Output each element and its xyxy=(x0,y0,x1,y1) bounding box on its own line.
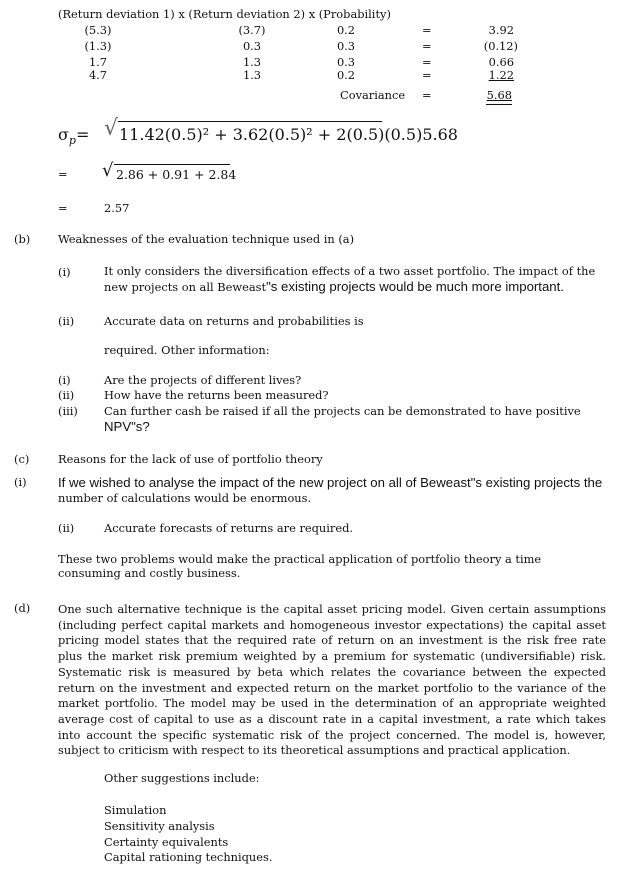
section-label: (b) xyxy=(14,232,31,246)
table-cell: 1.3 xyxy=(242,68,262,82)
sub-item-text: Are the projects of different lives? xyxy=(104,373,302,387)
table-cell: (0.12) xyxy=(483,39,518,53)
other-suggestions-heading: Other suggestions include: xyxy=(104,771,260,785)
section-heading: Weaknesses of the evaluation technique used in (a) xyxy=(58,232,355,246)
equals-sign: = xyxy=(58,167,68,181)
radical-bar xyxy=(118,121,382,122)
list-item: Capital rationing techniques. xyxy=(104,850,273,864)
table-cell: 1.7 xyxy=(88,55,108,69)
item-text: Accurate forecasts of returns are required. xyxy=(104,521,354,535)
item-label: (i) xyxy=(58,265,71,279)
covariance-eq: = xyxy=(422,88,432,102)
list-item: Sensitivity analysis xyxy=(104,819,215,833)
table-cell: = xyxy=(422,55,432,69)
table-cell: 1.22 xyxy=(488,68,514,82)
table-cell: 0.3 xyxy=(336,55,356,69)
list-item: Certainty equivalents xyxy=(104,835,229,849)
sub-item-text-cont: NPV"s? xyxy=(104,419,150,434)
table-cell: 0.2 xyxy=(336,23,356,37)
table-cell: (1.3) xyxy=(84,39,112,53)
formula-result: 2.57 xyxy=(104,201,130,215)
item-text: number of calculations would be enormous. xyxy=(58,491,312,505)
covariance-table-header: (Return deviation 1) x (Return deviation 2) x (Probability) xyxy=(58,7,391,21)
section-heading: Reasons for the lack of use of portfolio theory xyxy=(58,452,323,466)
item-label: (i) xyxy=(14,475,27,489)
paragraph: These two problems would make the practical application of portfolio theory a time consuming and costly business. xyxy=(58,552,542,580)
table-cell: 0.2 xyxy=(336,68,356,82)
table-cell: = xyxy=(422,39,432,53)
section-label: (d) xyxy=(14,601,31,615)
item-text: Accurate data on returns and probabilities is xyxy=(104,314,364,328)
table-cell: (5.3) xyxy=(84,23,112,37)
equals-sign: = xyxy=(58,201,68,215)
list-item: Simulation xyxy=(104,803,167,817)
sub-item-label: (ii) xyxy=(58,388,75,402)
covariance-value: 5.68 xyxy=(486,88,512,102)
item-text: If we wished to analyse the impact of the new project on all of Beweast"s existing projects the xyxy=(58,475,603,490)
table-cell: (3.7) xyxy=(238,23,266,37)
table-cell: 1.3 xyxy=(242,55,262,69)
table-cell: 0.66 xyxy=(488,55,514,69)
formula-line-2: 2.86 + 0.91 + 2.84 xyxy=(116,167,237,182)
table-cell: 4.7 xyxy=(88,68,108,82)
table-cell: 3.92 xyxy=(488,23,514,37)
table-cell: = xyxy=(422,23,432,37)
sub-item-label: (iii) xyxy=(58,404,78,418)
item-label: (ii) xyxy=(58,314,75,328)
paragraph: One such alternative technique is the capital asset pricing model. Given certain assumptions (including perfect capital markets and homogeneous investor expectations) the capital asset pricing model states that the required rate of return on an investment is the risk free rate plus the market risk premium weighted by a premium for systematic (undiversifiable) risk. Systematic risk is measured by beta which relates the covariance between the expected return on the investment and expected return on the market portfolio to the variance of the market portfolio. The model may be used in the determination of an appropriate weighted average cost of capital to use as a discount rate in a capital investment, a rate which takes into account the specific systematic risk of the project concerned. The model is, however, subject to criticism with respect to its theoretical assumptions and practical application. xyxy=(58,602,606,758)
section-label: (c) xyxy=(14,452,30,466)
table-cell: 0.3 xyxy=(336,39,356,53)
table-cell: 0.3 xyxy=(242,39,262,53)
sub-item-label: (i) xyxy=(58,373,71,387)
formula-line-1: 11.42(0.5)² + 3.62(0.5)² + 2(0.5)(0.5)5.68 xyxy=(119,125,458,144)
sub-item-text: Can further cash be raised if all the projects can be demonstrated to have positive xyxy=(104,404,581,418)
item-text: It only considers the diversification effects of a two asset portfolio. The impact of the new projects on all Beweast"s existing projects would be much more important. xyxy=(104,264,596,294)
sigma-symbol: $\sigma_p=$ xyxy=(58,125,90,148)
radical-sign: √ xyxy=(102,160,114,181)
item-text: required. Other information: xyxy=(104,343,270,357)
table-cell: = xyxy=(422,68,432,82)
radical-bar xyxy=(114,164,230,165)
sub-item-text: How have the returns been measured? xyxy=(104,388,329,402)
item-label: (ii) xyxy=(58,521,75,535)
double-underline xyxy=(486,104,512,105)
covariance-label: Covariance xyxy=(340,88,406,102)
radical-sign: √ xyxy=(104,116,119,141)
